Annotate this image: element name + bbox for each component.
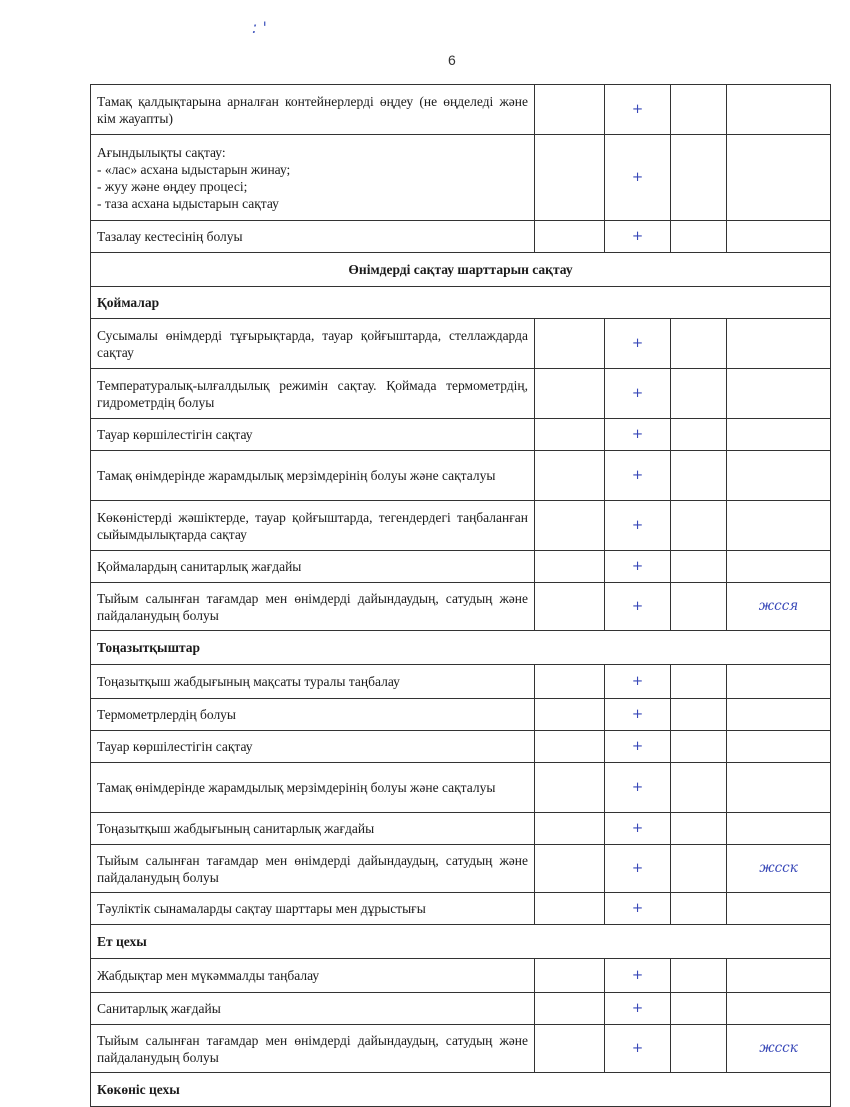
handwritten-note [727, 85, 831, 135]
empty-cell [535, 551, 605, 583]
check-mark: + [605, 221, 671, 253]
empty-cell [535, 221, 605, 253]
empty-cell [671, 369, 727, 419]
subsection-header-row [91, 287, 831, 319]
subsection-header-row [91, 1073, 831, 1107]
checklist-row [91, 85, 831, 135]
check-mark: + [605, 135, 671, 221]
empty-cell [535, 85, 605, 135]
handwritten-note: жсск [727, 845, 831, 893]
empty-cell [535, 1025, 605, 1073]
check-mark: + [605, 451, 671, 501]
check-mark: + [605, 699, 671, 731]
requirement-text: Қоймалардың санитарлық жағдайы [91, 551, 535, 583]
subsection-header-row [91, 925, 831, 959]
empty-cell [535, 813, 605, 845]
empty-cell [535, 763, 605, 813]
check-mark: + [605, 665, 671, 699]
handwritten-note [727, 893, 831, 925]
handwritten-note [727, 501, 831, 551]
empty-cell [671, 665, 727, 699]
check-mark: + [605, 551, 671, 583]
empty-cell [671, 893, 727, 925]
empty-cell [535, 501, 605, 551]
empty-cell [671, 813, 727, 845]
requirement-text: Тыйым салынған тағамдар мен өнімдерді дайындаудың, сатудың және пайдаланудың болуы [91, 845, 535, 893]
requirement-text: Тыйым салынған тағамдар мен өнімдерді дайындаудың, сатудың және пайдаланудың болуы [91, 583, 535, 631]
empty-cell [671, 221, 727, 253]
empty-cell [671, 1025, 727, 1073]
page-number: 6 [448, 52, 456, 68]
requirement-text: Тамақ өнімдерінде жарамдылық мерзімдерінің болуы және сақталуы [91, 451, 535, 501]
check-mark: + [605, 893, 671, 925]
checklist-row [91, 813, 831, 845]
handwritten-note [727, 319, 831, 369]
requirement-text: Тамақ қалдықтарына арналған контейнерлерді өңдеу (не өңделеді және кім жауапты) [91, 85, 535, 135]
requirement-text: Термометрлердің болуы [91, 699, 535, 731]
empty-cell [535, 893, 605, 925]
checklist-row [91, 665, 831, 699]
subsection-header-row [91, 631, 831, 665]
check-mark: + [605, 319, 671, 369]
check-mark: + [605, 993, 671, 1025]
checklist-row [91, 501, 831, 551]
checklist-row [91, 583, 831, 631]
empty-cell [535, 369, 605, 419]
checklist-row [91, 1025, 831, 1073]
checklist-row [91, 319, 831, 369]
requirement-text: Көкөністерді жәшіктерде, тауар қойғыштарда, тегендердегі таңбаланған сыйымдылықтарда сақтау [91, 501, 535, 551]
handwritten-note [727, 221, 831, 253]
checklist-row [91, 551, 831, 583]
empty-cell [535, 665, 605, 699]
checklist-row [91, 135, 831, 221]
check-mark: + [605, 369, 671, 419]
requirement-text: Тәуліктік сынамаларды сақтау шарттары мен дұрыстығы [91, 893, 535, 925]
checklist-row [91, 763, 831, 813]
checklist-row [91, 993, 831, 1025]
checklist-row [91, 959, 831, 993]
handwritten-note [727, 959, 831, 993]
empty-cell [535, 731, 605, 763]
empty-cell [535, 319, 605, 369]
handwritten-note [727, 551, 831, 583]
empty-cell [535, 993, 605, 1025]
empty-cell [535, 845, 605, 893]
requirement-text: Санитарлық жағдайы [91, 993, 535, 1025]
handwritten-note [727, 135, 831, 221]
scan-marks: : ' [252, 18, 267, 37]
empty-cell [671, 699, 727, 731]
requirement-text: Температуралық-ылғалдылық режимін сақтау. Қоймада термометрдің, гидрометрдің болуы [91, 369, 535, 419]
check-mark: + [605, 419, 671, 451]
empty-cell [671, 993, 727, 1025]
requirement-text: Ағындылықты сақтау: - «лас» асхана ыдыстарын жинау; - жуу және өңдеу процесі; - таза асхана ыдыстарын сақтау [91, 135, 535, 221]
empty-cell [671, 419, 727, 451]
empty-cell [535, 583, 605, 631]
handwritten-note [727, 699, 831, 731]
empty-cell [535, 959, 605, 993]
subsection-title: Көкөніс цехы [91, 1073, 831, 1107]
check-mark: + [605, 813, 671, 845]
handwritten-note [727, 763, 831, 813]
section-title: Өнімдерді сақтау шарттарын сақтау [91, 253, 831, 287]
empty-cell [671, 959, 727, 993]
subsection-title: Ет цехы [91, 925, 831, 959]
checklist-table [90, 84, 831, 1107]
empty-cell [671, 501, 727, 551]
empty-cell [671, 551, 727, 583]
empty-cell [671, 731, 727, 763]
check-mark: + [605, 731, 671, 763]
checklist-body [91, 85, 831, 1107]
requirement-text: Тауар көршілестігін сақтау [91, 419, 535, 451]
handwritten-note [727, 369, 831, 419]
requirement-text: Тоңазытқыш жабдығының санитарлық жағдайы [91, 813, 535, 845]
empty-cell [671, 319, 727, 369]
subsection-title: Қоймалар [91, 287, 831, 319]
section-header-row [91, 253, 831, 287]
checklist-row [91, 369, 831, 419]
check-mark: + [605, 1025, 671, 1073]
checklist-row [91, 731, 831, 763]
empty-cell [671, 451, 727, 501]
handwritten-note: жсся [727, 583, 831, 631]
empty-cell [671, 583, 727, 631]
check-mark: + [605, 763, 671, 813]
handwritten-note [727, 419, 831, 451]
checklist-row [91, 451, 831, 501]
empty-cell [671, 845, 727, 893]
requirement-text: Сусымалы өнімдерді тұғырықтарда, тауар қойғыштарда, стеллаждарда сақтау [91, 319, 535, 369]
empty-cell [535, 135, 605, 221]
empty-cell [535, 419, 605, 451]
empty-cell [535, 699, 605, 731]
check-mark: + [605, 959, 671, 993]
requirement-text: Жабдықтар мен мүкәммалды таңбалау [91, 959, 535, 993]
requirement-text: Тыйым салынған тағамдар мен өнімдерді дайындаудың, сатудың және пайдаланудың болуы [91, 1025, 535, 1073]
requirement-text: Тазалау кестесінің болуы [91, 221, 535, 253]
checklist-row [91, 845, 831, 893]
handwritten-note [727, 993, 831, 1025]
subsection-title: Тоңазытқыштар [91, 631, 831, 665]
checklist-row [91, 893, 831, 925]
handwritten-note [727, 731, 831, 763]
check-mark: + [605, 501, 671, 551]
check-mark: + [605, 85, 671, 135]
empty-cell [671, 763, 727, 813]
handwritten-note [727, 665, 831, 699]
requirement-text: Тоңазытқыш жабдығының мақсаты туралы таңбалау [91, 665, 535, 699]
checklist-row [91, 221, 831, 253]
checklist-row [91, 419, 831, 451]
requirement-text: Тауар көршілестігін сақтау [91, 731, 535, 763]
handwritten-note: жсск [727, 1025, 831, 1073]
empty-cell [535, 451, 605, 501]
handwritten-note [727, 451, 831, 501]
checklist-row [91, 699, 831, 731]
handwritten-note [727, 813, 831, 845]
empty-cell [671, 85, 727, 135]
check-mark: + [605, 845, 671, 893]
empty-cell [671, 135, 727, 221]
requirement-text: Тамақ өнімдерінде жарамдылық мерзімдерінің болуы және сақталуы [91, 763, 535, 813]
check-mark: + [605, 583, 671, 631]
